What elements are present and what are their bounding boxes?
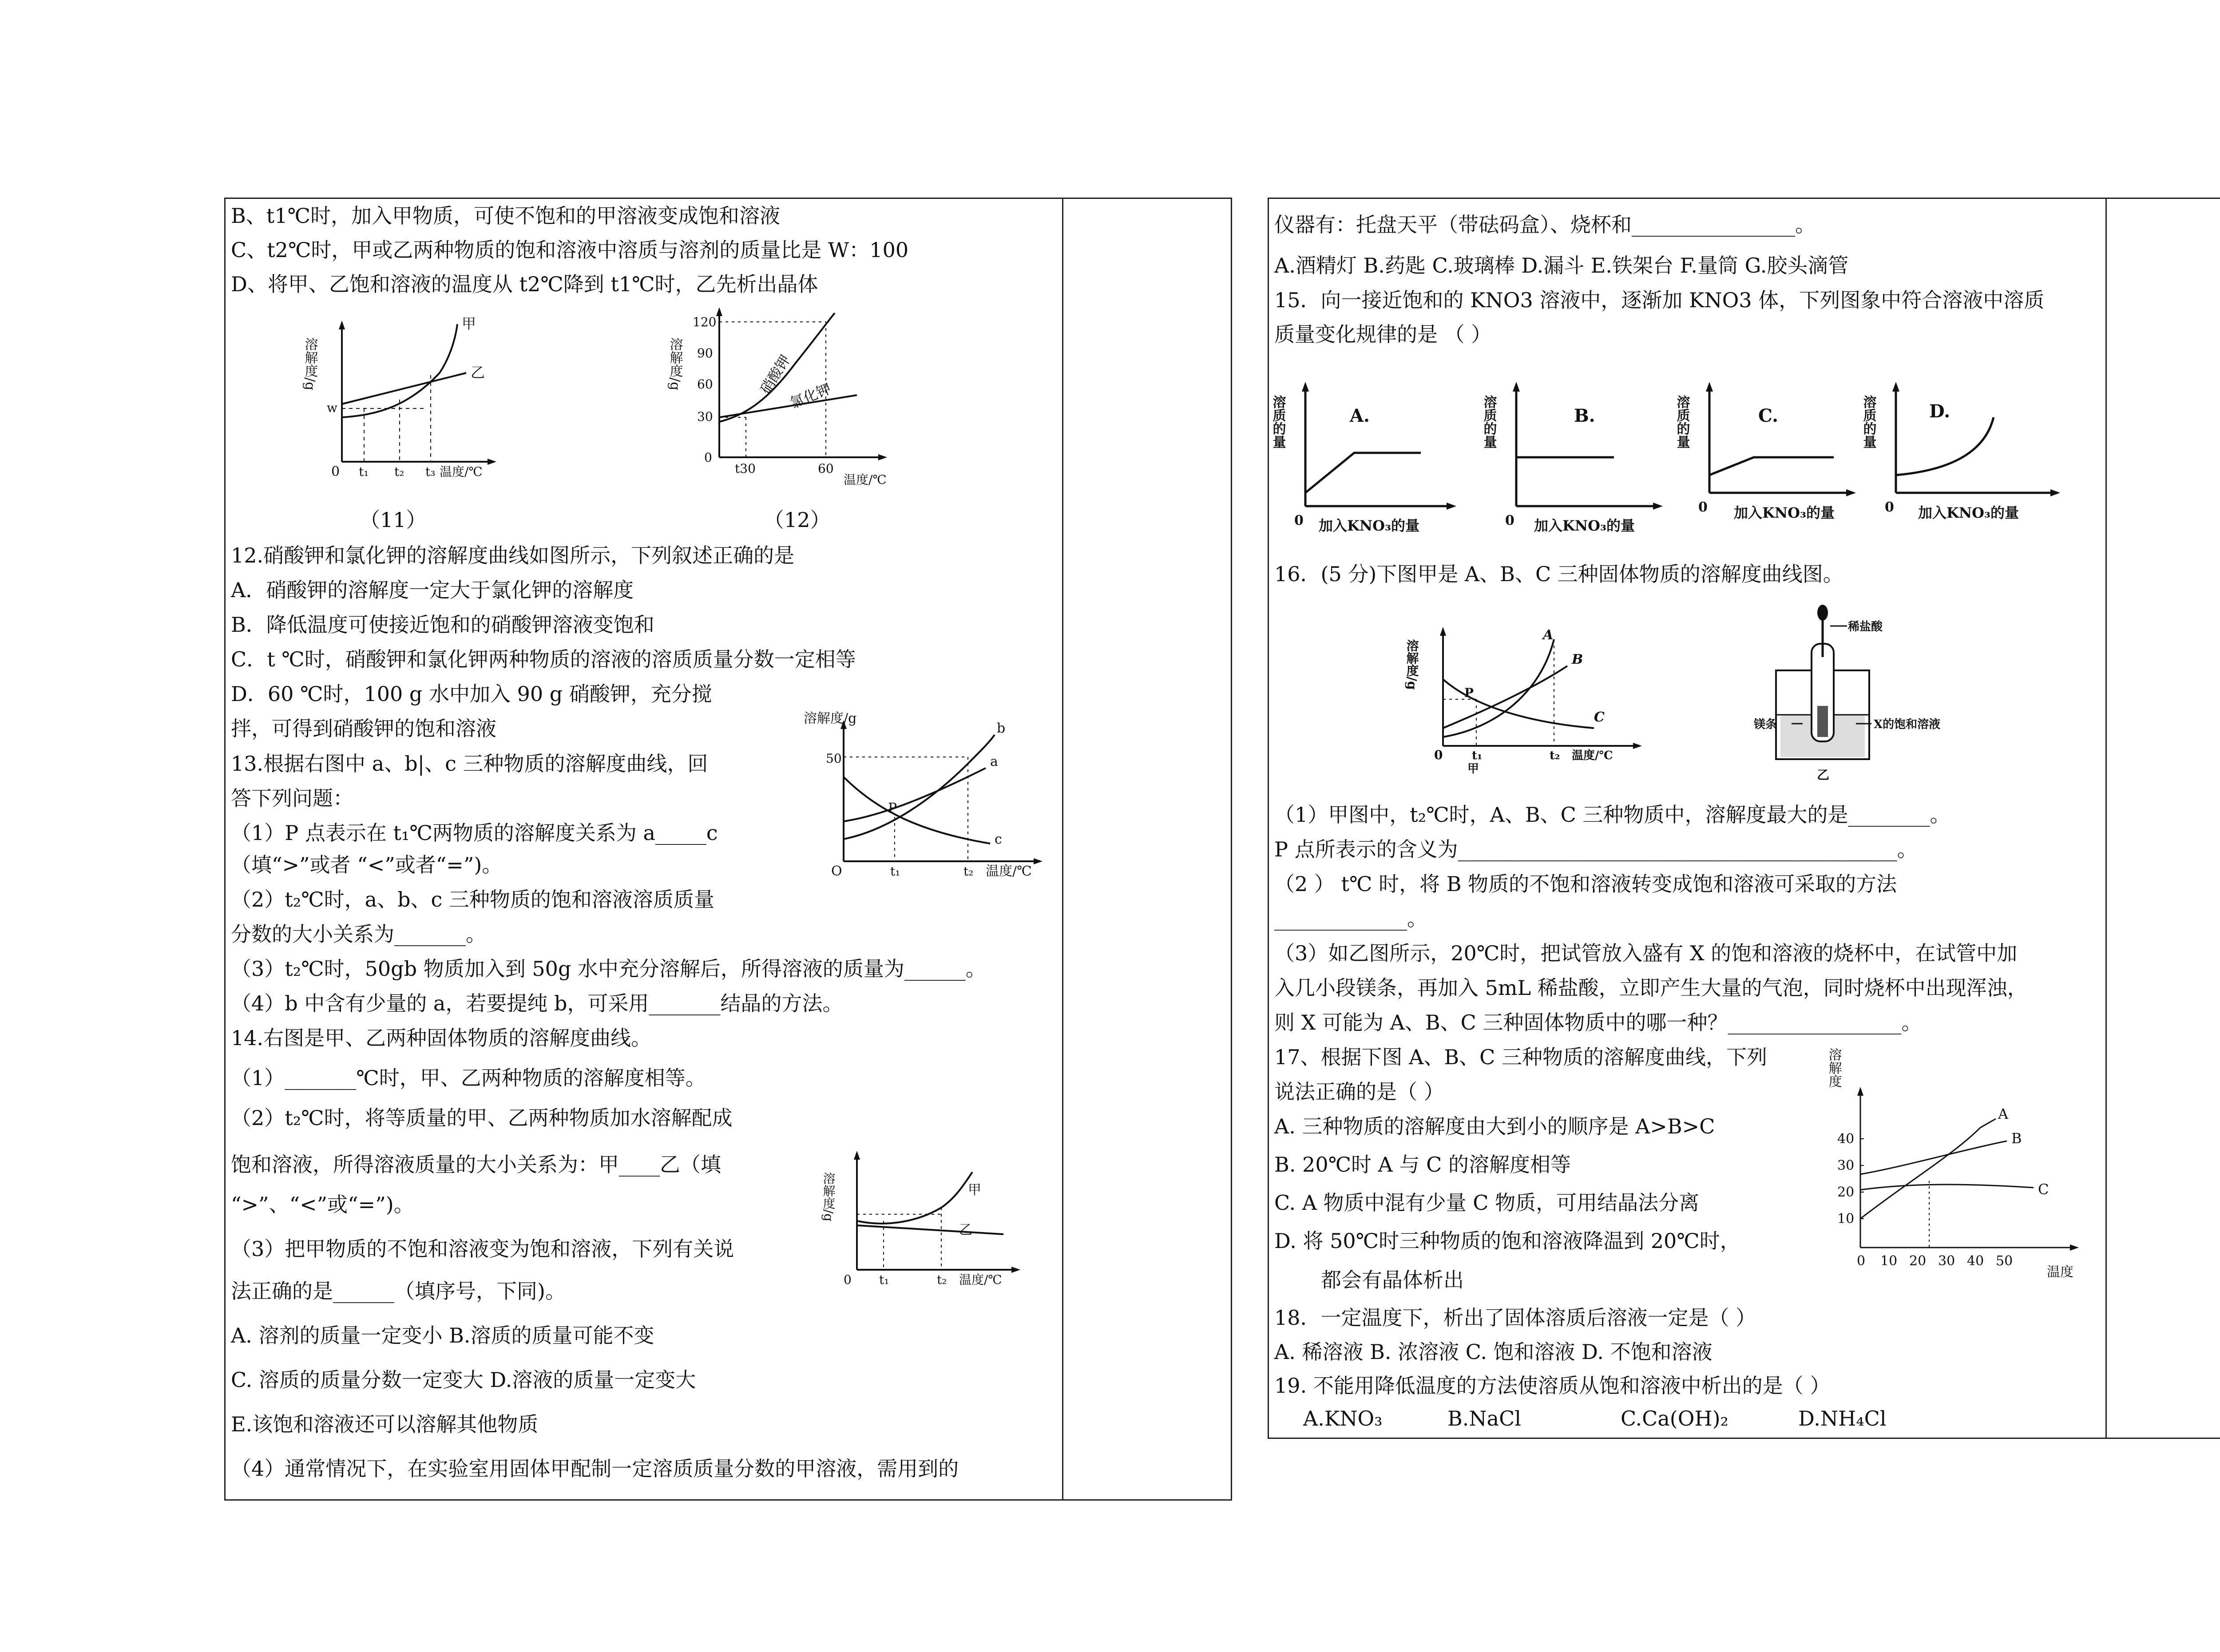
fig12-ytick-0: 0 (704, 450, 712, 465)
fig16a-origin: 0 (1434, 748, 1443, 762)
fig11-series-jia: 甲 (462, 315, 476, 332)
fig12-xtick-t30: t30 (735, 461, 756, 476)
fig16b-caption: 乙 (1817, 768, 1830, 782)
fig11-tick-1: t₁ (359, 464, 369, 479)
fig11-origin: 0 (331, 464, 340, 479)
q15c-origin: 0 (1698, 499, 1708, 515)
q16-part-3: （3）如乙图所示，20℃时，把试管放入盛有 X 的饱和溶液的烧杯中，在试管中加 (1274, 941, 2018, 965)
figure-11 (302, 311, 511, 479)
q14-part-2-cont: 饱和溶液，所得溶液质量的大小关系为：甲____乙（填 (231, 1153, 721, 1177)
q15a-origin: 0 (1294, 513, 1304, 528)
fig11-xlabel: 温度/℃ (440, 464, 483, 479)
fig16a-tick-t1: t₁ (1472, 749, 1483, 762)
q16-part-2: （2 ） t℃ 时，将 B 物质的不饱和溶液转变成饱和溶液可采取的方法 (1274, 872, 1897, 896)
right-top-rule (1268, 198, 2220, 199)
fig12-ylabel: 溶解度/g (667, 337, 683, 391)
q12-stem: 12.硝酸钾和氯化钾的溶解度曲线如图所示，下列叙述正确的是 (231, 543, 795, 567)
fig12-caption: （12） (764, 508, 831, 532)
fig16a-xlabel: 温度/℃ (1572, 749, 1613, 762)
fig17-series-b: B (2011, 1130, 2022, 1147)
q15b-ylabel: 溶质的量 (1481, 395, 1497, 448)
q15-stem-cont: 质量变化规律的是 （ ） (1274, 322, 1492, 346)
q15d-label: D. (1929, 401, 1950, 422)
q13-part-4: （4）b 中含有少量的 a，若要提纯 b，可采用_______结晶的方法。 (231, 991, 843, 1015)
fig17-ylabel: 溶解度 (1826, 1048, 1842, 1088)
q14-part-1: （1）_______℃时，甲、乙两种物质的溶解度相等。 (231, 1066, 706, 1090)
right-instruments-line: 仪器有：托盘天平（带砝码盒）、烧杯和________________。 (1274, 213, 1816, 237)
q14-part-4: （4）通常情况下，在实验室用固体甲配制一定溶质质量分数的甲溶液，需用到的 (231, 1457, 959, 1481)
fig14-tick-t2: t₂ (937, 1272, 947, 1287)
q15-graph-c (1674, 377, 1865, 537)
q13-part-2: （2）t₂℃时，a、b、c 三种物质的饱和溶液溶质质量 (231, 887, 714, 911)
fig12-ytick-90: 90 (697, 346, 713, 361)
fig13-point-p: P (888, 800, 897, 816)
fig11-ymark: w (327, 400, 337, 415)
q12-option-b: B．降低温度可使接近饱和的硝酸钾溶液变饱和 (231, 613, 654, 637)
q12-option-c: C．t ℃时，硝酸钾和氯化钾两种物质的溶液的溶质质量分数一定相等 (231, 647, 856, 671)
fig16a-point-p: P (1464, 685, 1474, 700)
figure-14 (821, 1145, 1030, 1292)
q15d-xlabel: 加入KNO₃的量 (1918, 504, 2019, 521)
figure-17 (1820, 1039, 2096, 1288)
q12-option-a: A．硝酸钾的溶解度一定大于氯化钾的溶解度 (231, 578, 634, 602)
q15c-xlabel: 加入KNO₃的量 (1734, 504, 1835, 521)
q13-part-2-cont: 分数的大小关系为_______。 (231, 922, 486, 946)
fig17-xlabel: 温度 (2047, 1264, 2073, 1280)
fig11-caption: （11） (360, 508, 427, 532)
q15-graph-b (1481, 377, 1672, 537)
q15-stem: 15．向一接近饱和的 KNO3 溶液中，逐渐加 KNO3 体，下列图象中符合溶液中溶质 (1274, 288, 2045, 312)
fig16a-series-c: C (1594, 709, 1605, 725)
q14-part-3-cont: 法正确的是______（填序号，下同)。 (231, 1279, 566, 1303)
fig13-series-b: b (997, 721, 1006, 736)
q16-part-1-p: P 点所表示的含义为___________________________________________。 (1274, 837, 1918, 861)
q15b-xlabel: 加入KNO₃的量 (1534, 517, 1635, 534)
fig11-tick-2: t₂ (394, 464, 404, 479)
fig17-xtick-40: 40 (1967, 1253, 1984, 1269)
fig12-series-kcl: 氯化钾 (787, 380, 834, 412)
q18-stem: 18．一定温度下，析出了固体溶质后溶液一定是（ ） (1274, 1306, 1756, 1330)
q14-part-2: （2）t₂℃时，将等质量的甲、乙两种物质加水溶解配成 (231, 1106, 733, 1130)
q14-part-2-cont2: “>”、“<”或“=”)。 (231, 1192, 414, 1216)
fig13-origin: O (831, 864, 842, 879)
fig17-xtick-10: 10 (1880, 1253, 1898, 1269)
q15-graph-a (1270, 377, 1470, 537)
right-bottom-rule (1268, 1438, 2220, 1439)
fig13-xlabel: 温度/℃ (986, 864, 1032, 879)
fig13-tick-t1: t₁ (890, 864, 900, 879)
q18-options: A. 稀溶液 B. 浓溶液 C. 饱和溶液 D. 不饱和溶液 (1274, 1340, 1713, 1364)
fig12-ytick-30: 30 (697, 409, 713, 424)
q15d-origin: 0 (1885, 499, 1894, 515)
q13-stem-cont: 答下列问题： (231, 786, 353, 810)
fig17-ytick-40: 40 (1837, 1131, 1855, 1147)
fig17-xtick-20: 20 (1909, 1253, 1927, 1269)
q14-stem: 14.右图是甲、乙两种固体物质的溶解度曲线。 (231, 1026, 652, 1050)
fig16a-tick-t2: t₂ (1550, 749, 1560, 762)
fig16a-caption: 甲 (1467, 762, 1479, 776)
q16-title: 16．(5 分)下图甲是 A、B、C 三种固体物质的溶解度曲线图。 (1274, 562, 1843, 586)
q14-option-e: E.该饱和溶液还可以溶解其他物质 (231, 1412, 539, 1436)
fig17-xtick-30: 30 (1938, 1253, 1955, 1269)
q13-part-1-cont: （填“>”或者 “<”或者“=”)。 (231, 853, 503, 877)
q15b-label: B. (1574, 405, 1595, 426)
q19-option-d: D.NH₄Cl (1798, 1406, 1887, 1430)
fig17-series-c: C (2038, 1181, 2049, 1198)
q19-option-a: A.KNO₃ (1303, 1406, 1383, 1430)
fig11-ylabel: 溶解度/g (302, 337, 318, 391)
fig13-series-a: a (990, 754, 998, 769)
q15d-ylabel: 溶质的量 (1860, 395, 1876, 448)
fig12-ytick-60: 60 (697, 377, 713, 392)
fig14-series-jia: 甲 (968, 1182, 981, 1198)
fig13-series-c: c (995, 832, 1002, 847)
left-column-divider (1062, 198, 1063, 1501)
q15c-label: C. (1758, 405, 1779, 426)
right-left-border (1268, 198, 1269, 1438)
q15a-ylabel: 溶质的量 (1270, 395, 1286, 448)
fig11-tick-3: t₃ (425, 464, 436, 479)
q17-stem: 17、根据下图 A、B、C 三种物质的溶解度曲线，下列 (1274, 1045, 1767, 1069)
q15c-ylabel: 溶质的量 (1674, 395, 1690, 448)
fig17-ytick-20: 20 (1837, 1185, 1855, 1200)
fig17-ytick-30: 30 (1837, 1158, 1855, 1173)
right-instruments-options: A.酒精灯 B.药匙 C.玻璃棒 D.漏斗 E.铁架台 F.量筒 G.胶头滴管 (1274, 254, 1849, 277)
q16-part-3-cont: 入几小段镁条，再加入 5mL 稀盐酸，立即产生大量的气泡，同时烧杯中出现浑浊， (1274, 976, 2028, 1000)
q13-part-3: （3）t₂℃时，50gb 物质加入到 50g 水中充分溶解后，所得溶液的质量为______。 (231, 957, 986, 981)
q15-graph-d (1860, 377, 2073, 537)
q17-option-b: B. 20℃时 A 与 C 的溶解度相等 (1274, 1153, 1571, 1177)
fig14-series-yi: 乙 (959, 1222, 972, 1238)
fig12-ytick-120: 120 (693, 315, 717, 329)
q14-option-ab: A. 溶剂的质量一定变小 B.溶质的质量可能不变 (231, 1323, 654, 1347)
q17-option-a: A. 三种物质的溶解度由大到小的顺序是 A>B>C (1274, 1114, 1715, 1138)
q17-option-d-cont: 都会有晶体析出 (1321, 1268, 1464, 1292)
fig14-origin: 0 (844, 1272, 852, 1287)
right-column-divider (2105, 198, 2107, 1438)
q19-option-c: C.Ca(OH)₂ (1621, 1406, 1728, 1430)
q13-stem: 13.根据右图中 a、b|、c 三种物质的溶解度曲线，回 (231, 752, 708, 776)
fig12-xlabel: 温度/℃ (844, 472, 887, 487)
q13-part-1: （1）P 点表示在 t₁℃两物质的溶解度关系为 a_____c (231, 821, 718, 845)
q17-option-c: C. A 物质中混有少量 C 物质，可用结晶法分离 (1274, 1191, 1700, 1215)
q12-option-d: D．60 ℃时，100 g 水中加入 90 g 硝酸钾，充分搅 (231, 682, 712, 706)
fig16a-series-b: B (1572, 652, 1583, 667)
figure-16-jia (1404, 622, 1656, 781)
fig17-xtick-0: 0 (1857, 1253, 1866, 1269)
fig14-tick-t1: t₁ (879, 1272, 889, 1287)
fig12-series-kno3: 硝酸钾 (757, 352, 794, 397)
q19-option-b: B.NaCl (1447, 1406, 1522, 1430)
fig11-series-yi: 乙 (471, 364, 485, 381)
figure-13 (799, 710, 1048, 897)
figure-16-yi (1714, 604, 1962, 790)
fig17-xtick-50: 50 (1996, 1253, 2013, 1269)
fig16a-series-a: A (1543, 627, 1554, 643)
fig17-series-a: A (1998, 1105, 2009, 1122)
fig16b-label-hcl: 稀盐酸 (1848, 620, 1883, 634)
q15a-label: A. (1350, 405, 1370, 426)
q17-option-d: D. 将 50℃时三种物质的饱和溶液降温到 20℃时， (1274, 1229, 1740, 1253)
figure-12 (635, 302, 910, 488)
fig16b-label-x: X的饱和溶液 (1874, 718, 1941, 731)
q16-part-2-blank: _____________。 (1274, 907, 1427, 931)
q12-option-d-cont: 拌，可得到硝酸钾的饱和溶液 (231, 717, 496, 741)
left-line-b: B、t1℃时，加入甲物质，可使不饱和的甲溶液变成饱和溶液 (231, 204, 781, 228)
q14-part-3: （3）把甲物质的不饱和溶液变为饱和溶液，下列有关说 (231, 1237, 734, 1261)
q14-option-cd: C. 溶质的质量分数一定变大 D.溶液的质量一定变大 (231, 1368, 696, 1392)
left-line-c: C、t2℃时，甲或乙两种物质的饱和溶液中溶质与溶剂的质量比是 W：100 (231, 238, 909, 262)
q17-stem-cont: 说法正确的是（ ） (1274, 1080, 1444, 1104)
fig12-xtick-60: 60 (818, 461, 834, 476)
fig16b-label-mg: 镁条 (1754, 718, 1777, 731)
q16-part-3-cont2: 则 X 可能为 A、B、C 三种固体物质中的哪一种？_________________。 (1274, 1010, 1922, 1034)
fig17-ytick-10: 10 (1837, 1211, 1855, 1227)
q19-stem: 19. 不能用降低温度的方法使溶质从饱和溶液中析出的是（ ） (1274, 1374, 1831, 1398)
fig13-ymark: 50 (826, 751, 842, 766)
fig14-xlabel: 温度/℃ (959, 1272, 1002, 1287)
left-line-d: D、将甲、乙饱和溶液的温度从 t2℃降到 t1℃时，乙先析出晶体 (231, 272, 818, 296)
fig13-tick-t2: t₂ (963, 864, 974, 879)
fig16a-ylabel: 溶解度/g (1404, 639, 1419, 690)
fig14-ylabel: 溶解度/g (821, 1172, 836, 1222)
q16-part-1: （1）甲图中，t₂℃时，A、B、C 三种物质中，溶解度最大的是________。 (1274, 803, 1950, 827)
q15b-origin: 0 (1505, 513, 1514, 528)
fig13-ylabel: 溶解度/g (804, 711, 857, 726)
q15a-xlabel: 加入KNO₃的量 (1319, 517, 1419, 534)
